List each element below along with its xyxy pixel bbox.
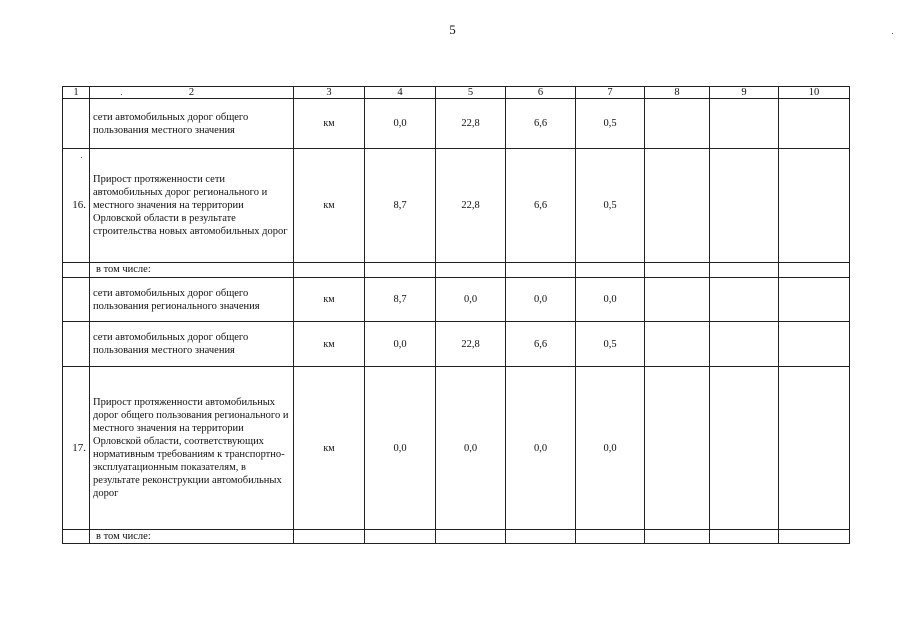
value-col-10 xyxy=(779,149,850,263)
indicator-description: Прирост протяженности автомобильных дорог общего пользования регионального и местного значения на территории Орловской области, соответствующих нормативным требованиям к транспортно-эксплуатационным показателям, в результате реконструкции автомобильных дорог xyxy=(90,367,294,530)
value-col-10 xyxy=(779,530,850,544)
value-col-8 xyxy=(645,367,710,530)
value-col-9 xyxy=(710,367,779,530)
indicator-description: сети автомобильных дорог общего пользования регионального значения xyxy=(90,278,294,322)
value-col-6 xyxy=(506,263,576,278)
table-row xyxy=(63,149,850,263)
unit-cell: км xyxy=(294,99,365,149)
value-col-8 xyxy=(645,530,710,544)
table-row xyxy=(63,322,850,367)
value-col-9 xyxy=(710,149,779,263)
value-col-6: 6,6 xyxy=(506,99,576,149)
value-col-6: 0,0 xyxy=(506,367,576,530)
header-col-6: 6 xyxy=(506,87,576,99)
header-col-5: 5 xyxy=(436,87,506,99)
unit-cell xyxy=(294,263,365,278)
unit-cell xyxy=(294,530,365,544)
indicator-description: сети автомобильных дорог общего пользования местного значения xyxy=(90,322,294,367)
value-col-5: 22,8 xyxy=(436,99,506,149)
value-col-9 xyxy=(710,278,779,322)
row-number xyxy=(63,263,90,278)
unit-cell: км xyxy=(294,149,365,263)
indicators-table xyxy=(62,86,850,544)
value-col-10 xyxy=(779,99,850,149)
value-col-6: 6,6 xyxy=(506,322,576,367)
value-col-5 xyxy=(436,263,506,278)
value-col-6: 0,0 xyxy=(506,278,576,322)
page-number: 5 xyxy=(449,22,456,37)
header-col-9: 9 xyxy=(710,87,779,99)
row-number xyxy=(63,99,90,149)
value-col-8 xyxy=(645,278,710,322)
indicator-description: в том числе: xyxy=(90,530,294,544)
table-row xyxy=(63,278,850,322)
value-col-8 xyxy=(645,322,710,367)
value-col-5: 22,8 xyxy=(436,149,506,263)
header-col-4: 4 xyxy=(365,87,436,99)
value-col-7: 0,5 xyxy=(576,322,645,367)
table-row xyxy=(63,530,850,544)
header-col-2: 2 xyxy=(90,87,294,99)
unit-cell: км xyxy=(294,367,365,530)
value-col-10 xyxy=(779,278,850,322)
table-row xyxy=(63,99,850,149)
row-number: 17. xyxy=(63,367,90,530)
value-col-10 xyxy=(779,263,850,278)
value-col-4: 0,0 xyxy=(365,322,436,367)
value-col-9 xyxy=(710,99,779,149)
value-col-6: 6,6 xyxy=(506,149,576,263)
value-col-10 xyxy=(779,322,850,367)
value-col-10 xyxy=(779,367,850,530)
value-col-8 xyxy=(645,149,710,263)
header-col-8: 8 xyxy=(645,87,710,99)
row-number: 16. xyxy=(63,149,90,263)
value-col-5 xyxy=(436,530,506,544)
header-col-10: 10 xyxy=(779,87,850,99)
value-col-4: 8,7 xyxy=(365,149,436,263)
value-col-7 xyxy=(576,263,645,278)
value-col-5: 0,0 xyxy=(436,278,506,322)
value-col-9 xyxy=(710,530,779,544)
value-col-8 xyxy=(645,263,710,278)
value-col-7 xyxy=(576,530,645,544)
row-number xyxy=(63,278,90,322)
value-col-5: 22,8 xyxy=(436,322,506,367)
row-number xyxy=(63,322,90,367)
scan-speck xyxy=(892,33,893,34)
indicator-description: в том числе: xyxy=(90,263,294,278)
row-number xyxy=(63,530,90,544)
value-col-7: 0,0 xyxy=(576,278,645,322)
value-col-7: 0,5 xyxy=(576,99,645,149)
value-col-6 xyxy=(506,530,576,544)
value-col-9 xyxy=(710,263,779,278)
header-row xyxy=(63,87,850,99)
table-row xyxy=(63,367,850,530)
table-row xyxy=(63,263,850,278)
header-col-1: 1 xyxy=(63,87,90,99)
indicator-description: Прирост протяженности сети автомобильных дорог регионального и местного значения на территории Орловской области в результате строительства новых автомобильных дорог xyxy=(90,149,294,263)
value-col-7: 0,0 xyxy=(576,367,645,530)
indicator-description: сети автомобильных дорог общего пользования местного значения xyxy=(90,99,294,149)
value-col-4 xyxy=(365,530,436,544)
header-col-3: 3 xyxy=(294,87,365,99)
value-col-4 xyxy=(365,263,436,278)
value-col-4: 0,0 xyxy=(365,99,436,149)
unit-cell: км xyxy=(294,278,365,322)
value-col-8 xyxy=(645,99,710,149)
indicators-table-wrapper xyxy=(62,86,850,544)
value-col-7: 0,5 xyxy=(576,149,645,263)
header-col-7: 7 xyxy=(576,87,645,99)
value-col-5: 0,0 xyxy=(436,367,506,530)
unit-cell: км xyxy=(294,322,365,367)
value-col-4: 0,0 xyxy=(365,367,436,530)
value-col-9 xyxy=(710,322,779,367)
value-col-4: 8,7 xyxy=(365,278,436,322)
